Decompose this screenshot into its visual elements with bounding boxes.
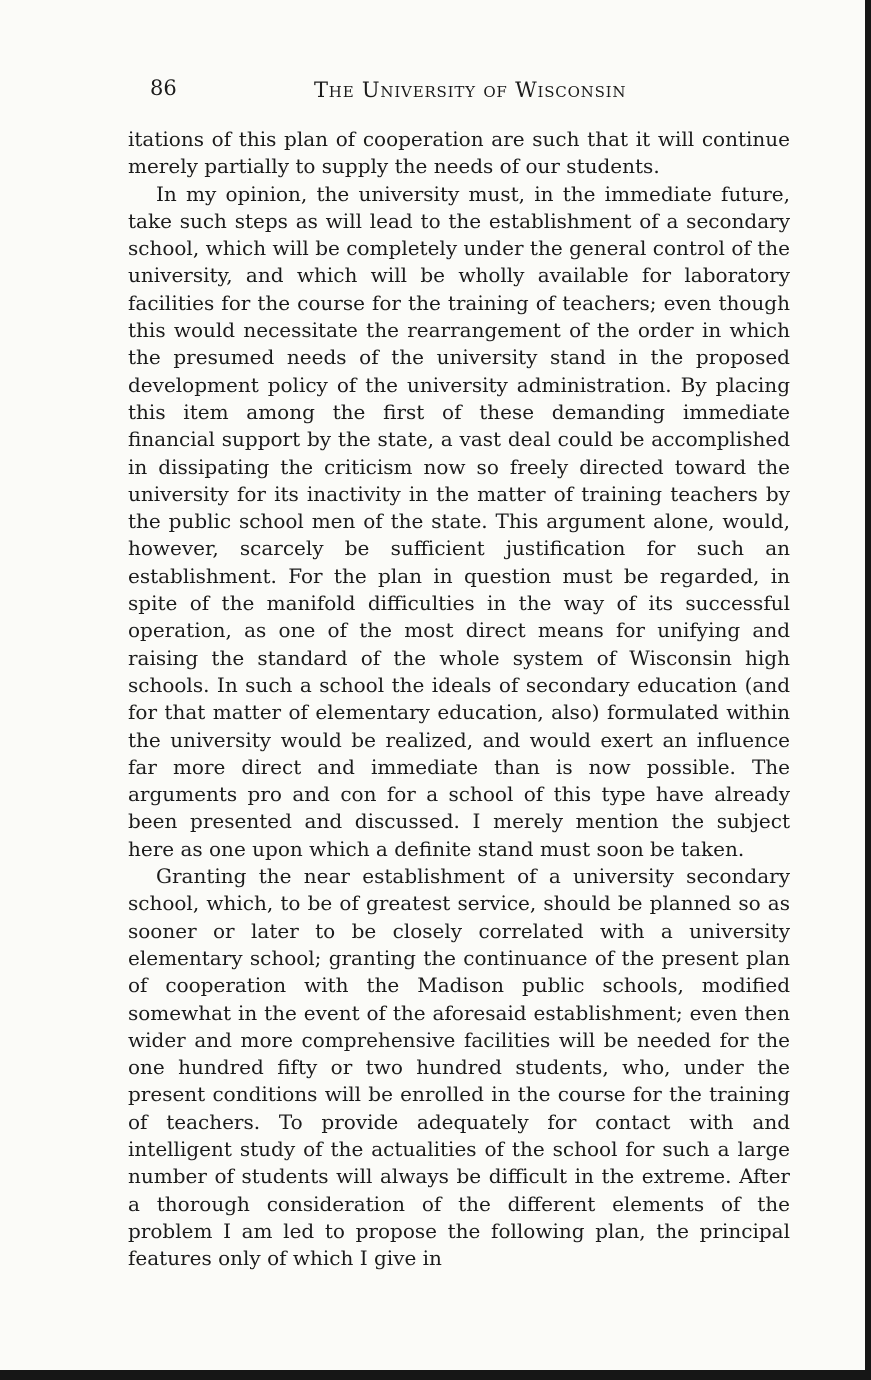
scan-edge-bottom	[0, 1370, 871, 1380]
scan-edge-right	[865, 0, 871, 1380]
paragraph-opinion: In my opinion, the university must, in the immediate future, take such steps as will lead to the establishment of a secondary school, which will be completely under the general control of the university, and which will be wholly available for laboratory facilities for the course for the training of teachers; even though this would necessitate the rearrangement of the order in which the presumed needs of the university stand in the proposed development policy of the university administration. By placing this item among the first of these demanding immediate financial support by the state, a vast deal could be accomplished in dissipating the criticism now so freely directed toward the university for its inactivity in the matter of training teachers by the public school men of the state. This argument alone, would, however, scarcely be sufficient justification for such an establishment. For the plan in question must be regarded, in spite of the manifold difficulties in the way of its successful operation, as one of the most direct means for unifying and raising the standard of the whole system of Wisconsin high schools. In such a school the ideals of secondary education (and for that matter of elementary education, also) formulated within the university would be realized, and would exert an influence far more direct and immediate than is now possible. The arguments pro and con for a school of this type have already been presented and discussed. I merely mention the subject here as one upon which a definite stand must soon be taken.	[128, 181, 790, 861]
running-title: The University of Wisconsin	[314, 78, 627, 102]
page-number: 86	[150, 76, 177, 100]
paragraph-granting: Granting the near establishment of a university secondary school, which, to be of greatest service, should be planned so as sooner or later to be closely correlated with a university elementary school; granting the continuance of the present plan of cooperation with the Madison public schools, modified somewhat in the event of the aforesaid establishment; even then wider and more comprehensive facilities will be needed for the one hundred fifty or two hundred students, who, under the present conditions will be enrolled in the course for the training of teachers. To provide adequately for contact with and intelligent study of the actualities of the school for such a large number of students will always be difficult in the extreme. After a thorough consideration of the different elements of the problem I am led to propose the following plan, the principal features only of which I give in	[128, 864, 790, 1271]
book-page	[128, 74, 790, 1272]
paragraph-continuation: itations of this plan of cooperation are such that it will continue merely partially to supply the needs of our students.	[128, 127, 790, 179]
body-text	[128, 126, 790, 1272]
running-head	[128, 74, 790, 108]
